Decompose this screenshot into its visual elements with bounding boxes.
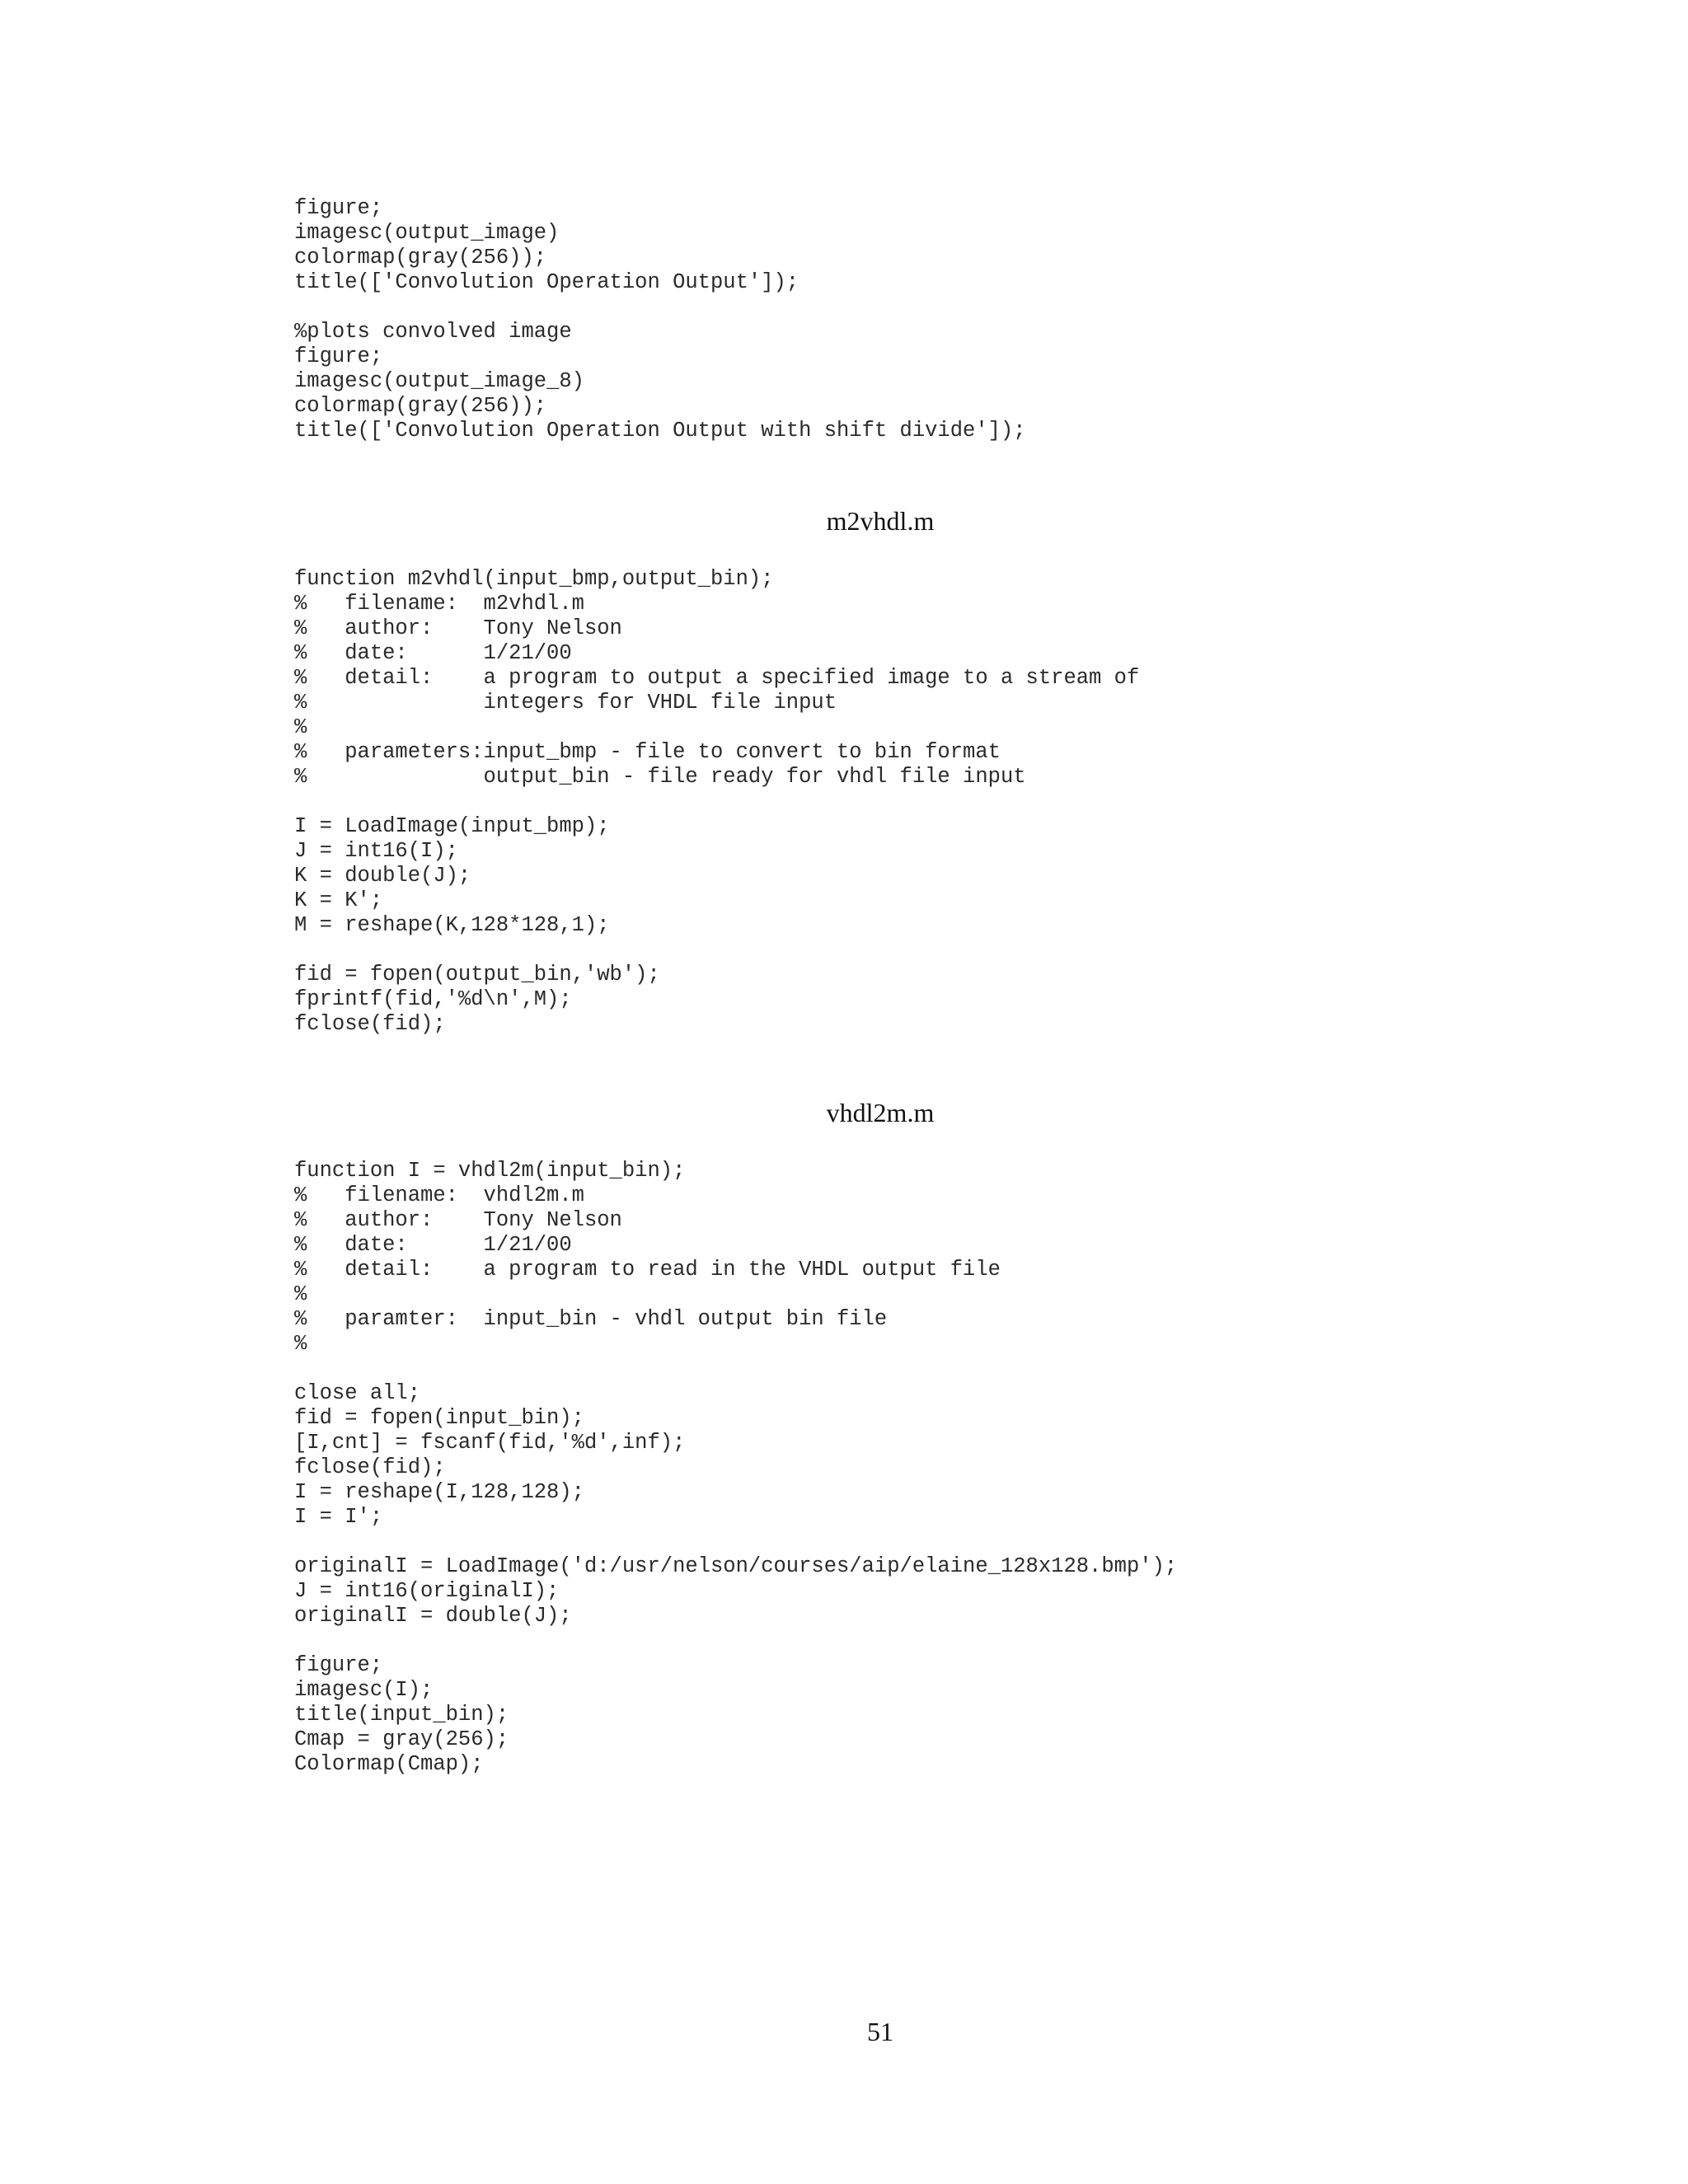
code-line: title(['Convolution Operation Output with shift divide']); <box>294 419 1026 443</box>
code-line: % author: Tony Nelson <box>294 616 622 640</box>
section-heading-m2vhdl: m2vhdl.m <box>826 506 935 536</box>
code-line: [I,cnt] = fscanf(fid,'%d',inf); <box>294 1431 686 1455</box>
code-line: imagesc(I); <box>294 1678 434 1702</box>
code-line: colormap(gray(256)); <box>294 246 547 269</box>
code-line: fprintf(fid,'%d\n',M); <box>294 987 572 1011</box>
code-line: % integers for VHDL file input <box>294 691 837 715</box>
code-line: close all; <box>294 1381 421 1405</box>
code-block-convolution-plots <box>294 196 1026 443</box>
code-line: fclose(fid); <box>294 1455 446 1479</box>
code-line: K = K'; <box>294 888 383 912</box>
code-line <box>294 938 1139 963</box>
code-line <box>294 790 1139 814</box>
code-line: function I = vhdl2m(input_bin); <box>294 1159 686 1183</box>
code-line: % <box>294 715 307 739</box>
code-line: I = I'; <box>294 1505 383 1529</box>
code-line: imagesc(output_image) <box>294 221 560 245</box>
code-line: % <box>294 1282 307 1306</box>
code-line: fid = fopen(output_bin,'wb'); <box>294 963 660 987</box>
code-line: % paramter: input_bin - vhdl output bin file <box>294 1307 888 1331</box>
code-line: % detail: a program to output a specified image to a stream of <box>294 666 1140 690</box>
code-line: % <box>294 1332 307 1356</box>
code-line: % date: 1/21/00 <box>294 641 572 665</box>
code-line: colormap(gray(256)); <box>294 394 547 418</box>
code-line: originalI = LoadImage('d:/usr/nelson/courses/aip/elaine_128x128.bmp'); <box>294 1554 1178 1578</box>
code-line: %plots convolved image <box>294 320 572 344</box>
code-line: Cmap = gray(256); <box>294 1727 509 1751</box>
code-line: fid = fopen(input_bin); <box>294 1406 584 1430</box>
code-line: title(input_bin); <box>294 1703 509 1727</box>
code-line: figure; <box>294 1653 383 1677</box>
code-line: figure; <box>294 196 383 220</box>
code-line: % filename: m2vhdl.m <box>294 592 584 616</box>
code-line: I = reshape(I,128,128); <box>294 1480 584 1504</box>
code-line: K = double(J); <box>294 864 471 888</box>
code-line: title(['Convolution Operation Output']); <box>294 270 799 294</box>
code-line: % output_bin - file ready for vhdl file input <box>294 765 1026 789</box>
code-line <box>294 1357 1177 1381</box>
code-line: % filename: vhdl2m.m <box>294 1183 584 1207</box>
code-line: J = int16(originalI); <box>294 1579 560 1603</box>
page-number: 51 <box>867 2017 893 2046</box>
code-line <box>294 1629 1177 1653</box>
code-line: Colormap(Cmap); <box>294 1752 484 1776</box>
code-line: imagesc(output_image_8) <box>294 369 584 393</box>
code-line: fclose(fid); <box>294 1012 446 1036</box>
code-line: figure; <box>294 344 383 368</box>
code-line <box>294 1530 1177 1554</box>
code-line: % detail: a program to read in the VHDL output file <box>294 1258 1001 1282</box>
code-line <box>294 295 1026 320</box>
code-line: M = reshape(K,128*128,1); <box>294 913 610 937</box>
code-block-m2vhdl <box>294 567 1139 1037</box>
code-line: function m2vhdl(input_bmp,output_bin); <box>294 567 774 591</box>
code-line: % parameters:input_bmp - file to convert to bin format <box>294 740 1001 764</box>
code-line: I = LoadImage(input_bmp); <box>294 814 610 838</box>
section-heading-vhdl2m: vhdl2m.m <box>826 1098 935 1127</box>
code-block-vhdl2m <box>294 1159 1177 1777</box>
code-line: % author: Tony Nelson <box>294 1208 622 1232</box>
code-line: originalI = double(J); <box>294 1604 572 1628</box>
code-line: % date: 1/21/00 <box>294 1233 572 1257</box>
code-line: J = int16(I); <box>294 839 458 863</box>
